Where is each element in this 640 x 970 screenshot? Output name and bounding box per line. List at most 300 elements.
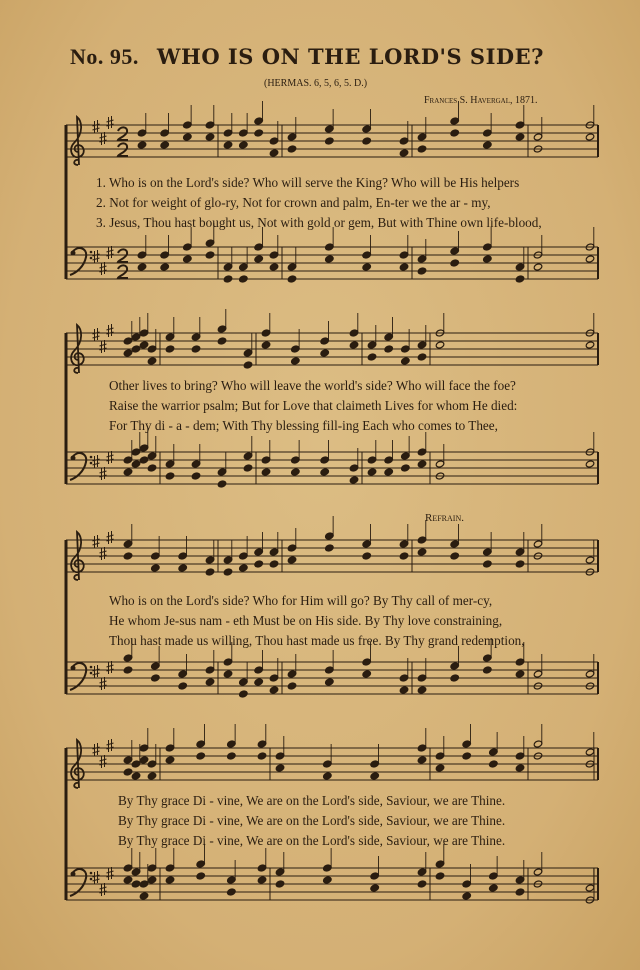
note-head — [417, 145, 426, 153]
note-head — [257, 876, 266, 884]
note-head — [137, 141, 146, 149]
note-head — [362, 658, 371, 666]
lyrics-system-1 — [96, 173, 542, 233]
note-head — [165, 333, 174, 341]
note-head — [139, 892, 148, 900]
note-head — [483, 560, 492, 568]
note-head — [205, 556, 214, 564]
note-head — [191, 472, 200, 480]
lyric-line: For Thy di - a - dem; With Thy blessing fill-ing Each who comes to Thee, — [109, 418, 498, 433]
note-head — [123, 876, 132, 884]
note-head — [362, 137, 371, 145]
note-head — [585, 670, 594, 678]
note-head — [183, 255, 192, 263]
sharp-icon — [100, 883, 107, 896]
note-head — [269, 263, 278, 271]
note-head — [515, 888, 524, 896]
note-head — [205, 121, 214, 129]
note-head — [227, 752, 236, 760]
bass-clef-dot — [90, 257, 93, 260]
time-signature — [118, 249, 128, 262]
note-head — [349, 341, 358, 349]
note-head — [147, 345, 156, 353]
note-head — [533, 133, 542, 141]
note-head — [269, 548, 278, 556]
note-head — [450, 247, 459, 255]
note-head — [178, 552, 187, 560]
note-head — [362, 552, 371, 560]
note-head — [417, 548, 426, 556]
note-head — [165, 472, 174, 480]
time-signature — [118, 127, 128, 140]
note-head — [291, 456, 300, 464]
note-head — [137, 129, 146, 137]
lyric-line: Raise the warrior psalm; But for Love that claimeth Lives for whom He died: — [109, 398, 518, 413]
note-head — [261, 468, 270, 476]
note-head — [261, 341, 270, 349]
note-head — [223, 263, 232, 271]
sharp-icon — [107, 867, 114, 880]
note-head — [165, 876, 174, 884]
sharp-icon — [107, 451, 114, 464]
note-head — [205, 678, 214, 686]
note-head — [450, 662, 459, 670]
note-head — [131, 760, 140, 768]
note-head — [462, 892, 471, 900]
note-head — [533, 263, 542, 271]
sharp-icon — [93, 871, 100, 884]
note-head — [515, 548, 524, 556]
note-head — [417, 686, 426, 694]
note-head — [399, 686, 408, 694]
note-head — [489, 748, 498, 756]
note-head — [160, 251, 169, 259]
note-head — [269, 560, 278, 568]
note-head — [515, 560, 524, 568]
note-head — [483, 666, 492, 674]
note-head — [239, 690, 248, 698]
note-head — [417, 674, 426, 682]
note-head — [205, 239, 214, 247]
note-head — [137, 251, 146, 259]
note-head — [325, 243, 334, 251]
note-head — [489, 760, 498, 768]
note-head — [401, 464, 410, 472]
note-head — [291, 468, 300, 476]
lyrics-system-4 — [118, 791, 505, 851]
note-head — [417, 353, 426, 361]
note-head — [131, 460, 140, 468]
lyric-line: By Thy grace Di - vine, We are on the Lord's side, Saviour, we are Thine. — [118, 793, 506, 808]
note-head — [483, 129, 492, 137]
note-head — [325, 666, 334, 674]
note-head — [483, 654, 492, 662]
note-head — [320, 468, 329, 476]
note-head — [287, 275, 296, 283]
note-head — [196, 752, 205, 760]
note-head — [183, 133, 192, 141]
note-head — [137, 263, 146, 271]
note-head — [450, 552, 459, 560]
note-head — [131, 345, 140, 353]
note-head — [435, 872, 444, 880]
note-head — [257, 864, 266, 872]
note-head — [131, 448, 140, 456]
note-head — [483, 255, 492, 263]
note-head — [275, 752, 284, 760]
note-head — [217, 468, 226, 476]
note-head — [417, 536, 426, 544]
bass-clef-dot — [90, 251, 93, 254]
note-head — [435, 752, 444, 760]
note-head — [362, 263, 371, 271]
note-head — [450, 117, 459, 125]
note-head — [139, 341, 148, 349]
bass-clef-dot — [71, 251, 76, 256]
note-head — [287, 670, 296, 678]
bass-clef-dot — [90, 878, 93, 881]
note-head — [489, 884, 498, 892]
note-head — [243, 361, 252, 369]
note-head — [450, 540, 459, 548]
note-head — [239, 263, 248, 271]
note-head — [205, 666, 214, 674]
note-head — [139, 444, 148, 452]
note-head — [254, 666, 263, 674]
note-head — [131, 868, 140, 876]
lyric-line: Thou hast made us willing, Thou hast made us free. By Thy grand redemption, — [109, 633, 525, 648]
note-head — [323, 772, 332, 780]
note-head — [275, 880, 284, 888]
note-head — [151, 662, 160, 670]
note-head — [349, 476, 358, 484]
note-head — [384, 456, 393, 464]
sharp-icon — [107, 661, 114, 674]
note-head — [585, 341, 594, 349]
note-head — [123, 768, 132, 776]
note-head — [261, 329, 270, 337]
note-head — [349, 329, 358, 337]
note-head — [151, 564, 160, 572]
note-head — [435, 341, 444, 349]
note-head — [254, 678, 263, 686]
note-head — [287, 145, 296, 153]
bass-clef-dot — [90, 666, 93, 669]
note-head — [401, 357, 410, 365]
note-head — [450, 259, 459, 267]
lyric-line: He whom Je-sus nam - eth Must be on His side. By Thy love constraining, — [109, 613, 503, 628]
note-head — [462, 880, 471, 888]
note-head — [217, 337, 226, 345]
sharp-icon — [93, 120, 100, 133]
bass-clef-dot — [71, 666, 76, 671]
note-head — [417, 880, 426, 888]
note-head — [147, 452, 156, 460]
note-head — [223, 670, 232, 678]
note-head — [131, 880, 140, 888]
hymn-number: No. 95. — [70, 44, 139, 69]
note-head — [254, 548, 263, 556]
lyric-line: Other lives to bring? Who will leave the world's side? Who will face the foe? — [109, 378, 516, 393]
note-head — [291, 357, 300, 365]
note-head — [227, 740, 236, 748]
lyrics-system-2 — [109, 376, 517, 436]
note-head — [399, 674, 408, 682]
note-head — [123, 552, 132, 560]
lyric-line: By Thy grace Di - vine, We are on the Lord's side, Saviour, we are Thine. — [118, 833, 506, 848]
bass-clef-dot — [90, 462, 93, 465]
note-head — [483, 243, 492, 251]
note-head — [217, 325, 226, 333]
note-head — [320, 337, 329, 345]
note-head — [533, 540, 542, 548]
note-head — [269, 149, 278, 157]
note-head — [151, 552, 160, 560]
lyric-line: Who is on the Lord's side? Who for Him will go? By Thy call of mer-cy, — [109, 593, 493, 608]
note-head — [384, 333, 393, 341]
sharp-icon — [100, 340, 107, 353]
sharp-icon — [100, 755, 107, 768]
note-head — [362, 670, 371, 678]
note-head — [515, 275, 524, 283]
note-head — [165, 864, 174, 872]
note-head — [239, 129, 248, 137]
note-head — [417, 267, 426, 275]
note-head — [165, 460, 174, 468]
note-head — [269, 251, 278, 259]
note-head — [462, 740, 471, 748]
bass-clef-dot — [90, 456, 93, 459]
note-head — [151, 674, 160, 682]
note-head — [417, 868, 426, 876]
sharp-icon — [100, 132, 107, 145]
note-head — [533, 740, 542, 748]
lyric-line: 2. Not for weight of glo-ry, Not for crown and palm, En-ter we the ar - my, — [96, 195, 491, 210]
sharp-icon — [93, 455, 100, 468]
note-head — [362, 125, 371, 133]
note-head — [435, 764, 444, 772]
note-head — [123, 654, 132, 662]
note-head — [370, 760, 379, 768]
note-head — [483, 141, 492, 149]
note-head — [123, 540, 132, 548]
note-head — [320, 456, 329, 464]
note-head — [261, 456, 270, 464]
note-head — [254, 255, 263, 263]
note-head — [450, 129, 459, 137]
author-credit: Frances S. Havergal, 1871. — [424, 95, 538, 106]
note-head — [515, 752, 524, 760]
note-head — [131, 333, 140, 341]
note-head — [178, 564, 187, 572]
note-head — [160, 129, 169, 137]
note-head — [399, 251, 408, 259]
sharp-icon — [93, 743, 100, 756]
note-head — [147, 772, 156, 780]
note-head — [165, 744, 174, 752]
note-head — [367, 456, 376, 464]
note-head — [384, 468, 393, 476]
sharp-icon — [100, 677, 107, 690]
note-head — [160, 263, 169, 271]
note-head — [435, 460, 444, 468]
note-head — [384, 345, 393, 353]
note-head — [223, 658, 232, 666]
note-head — [196, 740, 205, 748]
note-head — [585, 884, 594, 892]
note-head — [269, 674, 278, 682]
note-head — [123, 337, 132, 345]
note-head — [401, 452, 410, 460]
note-head — [269, 686, 278, 694]
note-head — [515, 121, 524, 129]
sharp-icon — [100, 262, 107, 275]
note-head — [287, 133, 296, 141]
note-head — [435, 860, 444, 868]
note-head — [417, 133, 426, 141]
note-head — [139, 756, 148, 764]
note-head — [462, 752, 471, 760]
lyrics-system-3 — [109, 591, 525, 651]
note-head — [254, 117, 263, 125]
note-head — [254, 129, 263, 137]
note-head — [239, 564, 248, 572]
hymn-title-text: WHO IS ON THE LORD'S SIDE? — [156, 44, 544, 69]
sharp-icon — [100, 467, 107, 480]
note-head — [585, 460, 594, 468]
note-head — [243, 452, 252, 460]
note-head — [515, 263, 524, 271]
bass-clef-dot — [71, 456, 76, 461]
note-head — [223, 275, 232, 283]
note-head — [362, 540, 371, 548]
note-head — [183, 121, 192, 129]
note-head — [147, 876, 156, 884]
time-signature — [118, 265, 128, 278]
note-head — [585, 556, 594, 564]
note-head — [370, 872, 379, 880]
note-head — [191, 333, 200, 341]
sharp-icon — [93, 250, 100, 263]
note-head — [367, 353, 376, 361]
sharp-icon — [107, 531, 114, 544]
note-head — [291, 345, 300, 353]
note-head — [450, 674, 459, 682]
note-head — [323, 876, 332, 884]
note-head — [320, 349, 329, 357]
note-head — [191, 460, 200, 468]
note-head — [147, 357, 156, 365]
note-head — [367, 468, 376, 476]
note-head — [131, 772, 140, 780]
note-head — [399, 540, 408, 548]
note-head — [417, 460, 426, 468]
note-head — [325, 255, 334, 263]
note-head — [243, 464, 252, 472]
note-head — [417, 756, 426, 764]
note-head — [325, 532, 334, 540]
lyric-line: 1. Who is on the Lord's side? Who will serve the King? Who will be His helpers — [96, 175, 520, 190]
note-head — [239, 552, 248, 560]
note-head — [489, 872, 498, 880]
sharp-icon — [107, 739, 114, 752]
note-head — [399, 137, 408, 145]
note-head — [227, 876, 236, 884]
note-head — [139, 456, 148, 464]
note-head — [205, 251, 214, 259]
note-head — [254, 243, 263, 251]
note-head — [585, 133, 594, 141]
note-head — [325, 678, 334, 686]
note-head — [585, 748, 594, 756]
note-head — [139, 880, 148, 888]
note-head — [123, 864, 132, 872]
note-head — [399, 552, 408, 560]
note-head — [275, 868, 284, 876]
note-head — [165, 756, 174, 764]
note-head — [178, 670, 187, 678]
note-head — [205, 133, 214, 141]
note-head — [515, 876, 524, 884]
note-head — [183, 243, 192, 251]
note-head — [399, 263, 408, 271]
note-head — [123, 349, 132, 357]
note-head — [123, 756, 132, 764]
note-head — [417, 255, 426, 263]
note-head — [178, 682, 187, 690]
bass-clef-dot — [90, 672, 93, 675]
note-head — [323, 760, 332, 768]
refrain-label: Refrain. — [425, 512, 464, 524]
note-head — [196, 872, 205, 880]
note-head — [257, 752, 266, 760]
note-head — [367, 341, 376, 349]
note-head — [160, 141, 169, 149]
note-head — [483, 548, 492, 556]
note-head — [147, 464, 156, 472]
note-head — [533, 670, 542, 678]
note-head — [515, 670, 524, 678]
note-head — [205, 568, 214, 576]
note-head — [287, 682, 296, 690]
note-head — [254, 560, 263, 568]
note-head — [399, 149, 408, 157]
note-head — [139, 329, 148, 337]
note-head — [191, 345, 200, 353]
note-head — [217, 480, 226, 488]
note-head — [269, 137, 278, 145]
note-head — [585, 255, 594, 263]
time-signature — [118, 143, 128, 156]
note-head — [165, 345, 174, 353]
note-head — [515, 764, 524, 772]
note-head — [239, 678, 248, 686]
note-head — [257, 740, 266, 748]
sharp-icon — [107, 116, 114, 129]
note-head — [147, 864, 156, 872]
note-head — [196, 860, 205, 868]
note-head — [275, 764, 284, 772]
note-head — [370, 772, 379, 780]
sharp-icon — [93, 328, 100, 341]
note-head — [147, 760, 156, 768]
bass-clef-dot — [71, 872, 76, 877]
note-head — [370, 884, 379, 892]
note-head — [417, 341, 426, 349]
lyric-line: By Thy grace Di - vine, We are on the Lord's side, Saviour, we are Thine. — [118, 813, 506, 828]
tune-name: (HERMAS. 6, 5, 6, 5. D.) — [264, 78, 368, 89]
note-head — [325, 137, 334, 145]
